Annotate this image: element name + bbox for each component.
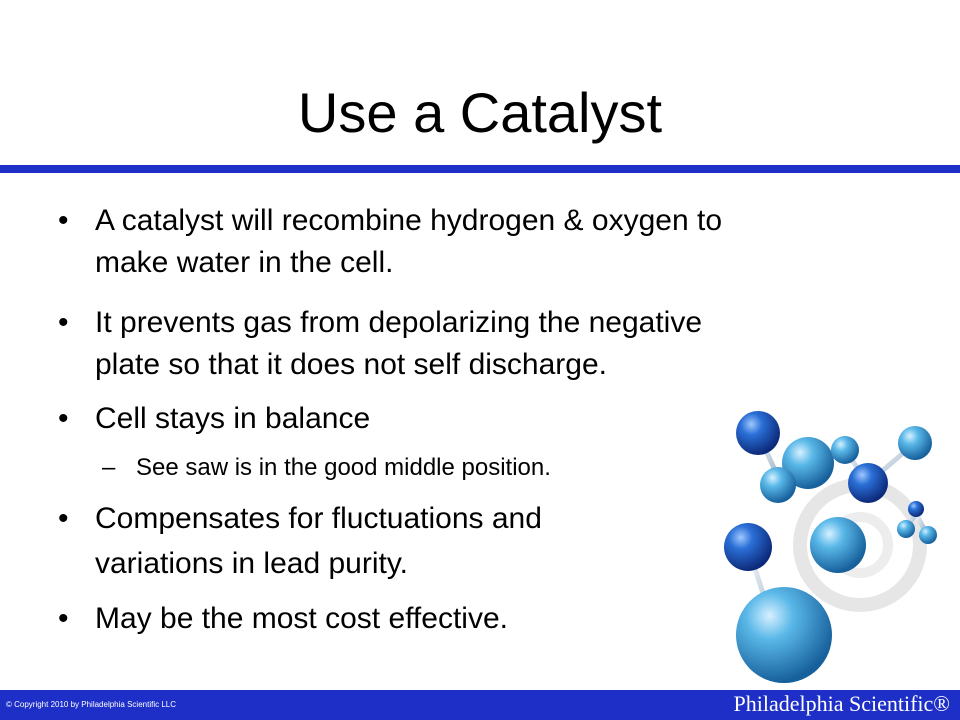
dash-symbol: –	[102, 454, 116, 481]
bullet-text-line1: Cell stays in balance	[95, 402, 371, 435]
bullet-symbol: •	[58, 306, 69, 339]
bullet-text-line2: variations in lead purity.	[95, 547, 408, 580]
bullet-symbol: •	[58, 602, 69, 635]
bullet-symbol: •	[58, 402, 69, 435]
copyright-text: © Copyright 2010 by Philadelphia Scientific LLC	[6, 700, 176, 709]
bullet-text-line1: Compensates for fluctuations and	[95, 502, 542, 535]
company-logo: Philadelphia Scientific®	[733, 691, 950, 716]
sub-bullet-text: See saw is in the good middle position.	[136, 454, 551, 481]
bullet-text-line1: May be the most cost effective.	[95, 602, 508, 635]
molecule-illustration-icon	[720, 395, 960, 690]
footer-bar	[0, 690, 960, 720]
bullet-text-line2: make water in the cell.	[95, 246, 394, 279]
bullet-text-line1: A catalyst will recombine hydrogen & oxygen to	[95, 204, 722, 237]
bullet-text-line2: plate so that it does not self discharge.	[95, 348, 607, 381]
bullet-symbol: •	[58, 204, 69, 237]
bullet-text-line1: It prevents gas from depolarizing the negative	[95, 306, 703, 339]
bullet-symbol: •	[58, 502, 69, 535]
slide-title: Use a Catalyst	[297, 81, 663, 144]
